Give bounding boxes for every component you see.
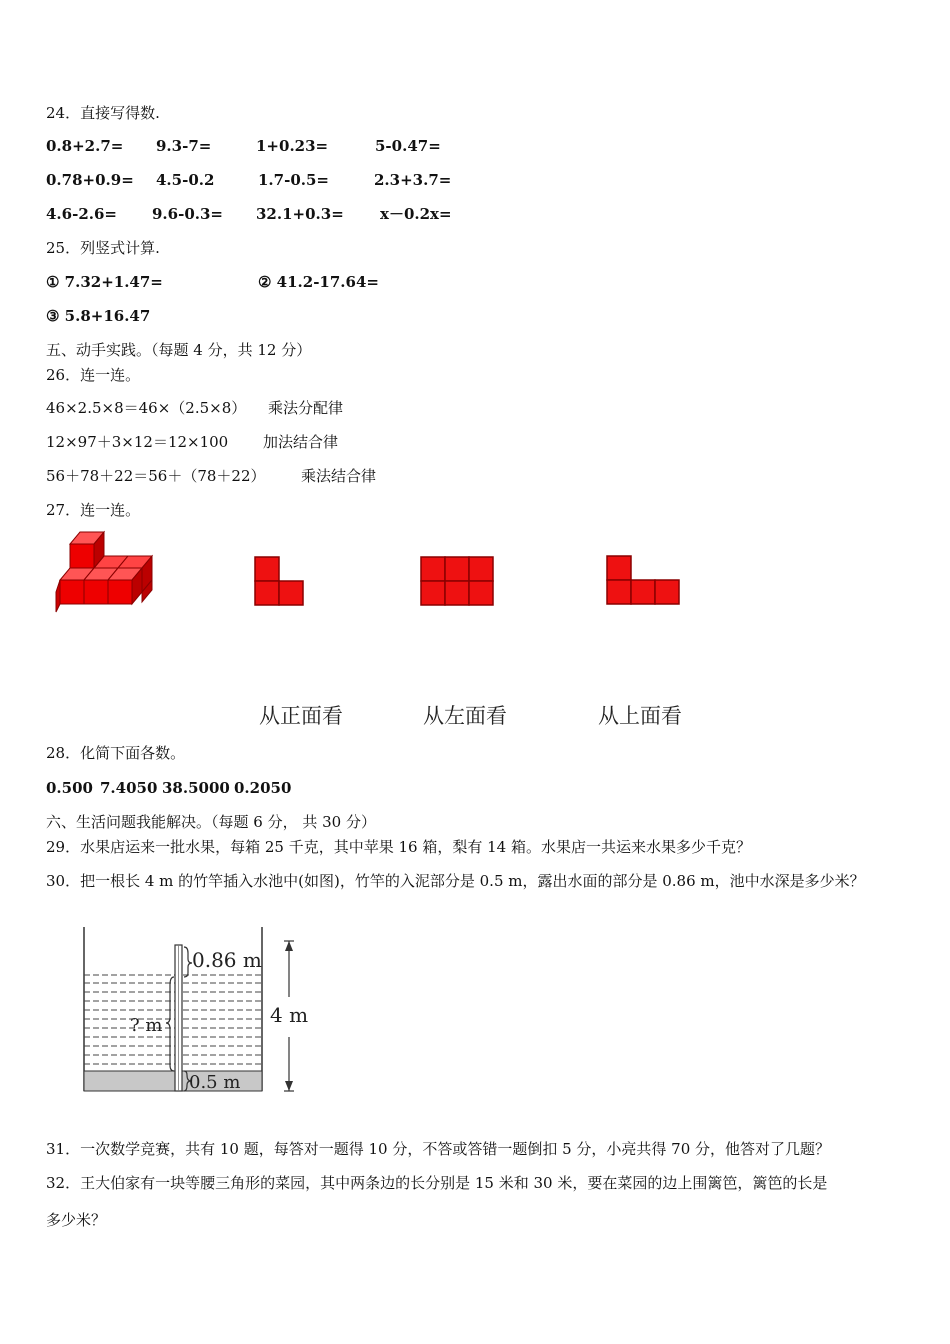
q24-r2c2: 4.5-0.2: [156, 171, 215, 189]
q30-text: 30．把一根长 4 m 的竹竿插入水池中(如图)，竹竿的入泥部分是 0.5 m，露出水面的部分是 0.86 m，池中水深是多少米？: [46, 872, 865, 890]
pond-label-total: 4 m: [270, 1003, 309, 1027]
q26-right-3: 乘法结合律: [301, 467, 377, 485]
section6-heading: 六、生活问题我能解决。（每题 6 分， 共 30 分）: [46, 813, 376, 831]
view-label-front: 从正面看: [259, 704, 343, 728]
view-label-top: 从上面看: [598, 704, 682, 728]
view-figure-1: [255, 557, 303, 605]
q24-r2c1: 0.78+0.9=: [46, 171, 134, 189]
pond-diagram: [74, 925, 324, 1100]
q26-left-2: 12×97＋3×12＝12×100: [46, 433, 229, 451]
q31-text: 31．一次数学竞赛，共有 10 题，每答对一题得 10 分，不答或答错一题倒扣 5 分，小亮共得 70 分，他答对了几题？: [46, 1140, 831, 1158]
q24-r1c1: 0.8+2.7=: [46, 137, 124, 155]
q24-r3c3: 32.1+0.3=: [256, 205, 344, 223]
q25-title: 25．列竖式计算.: [46, 239, 160, 257]
q29-text: 29．水果店运来一批水果，每箱 25 千克，其中苹果 16 箱，梨有 14 箱。水果店一共运来水果多少千克？: [46, 838, 751, 856]
q26-right-1: 乘法分配律: [268, 399, 344, 417]
q26-right-2: 加法结合律: [263, 433, 339, 451]
q24-r3c4: x－0.2x=: [380, 205, 452, 223]
pond-label-middle: ? m: [130, 1015, 163, 1036]
q28-number-4: 0.2050: [234, 779, 292, 797]
view-label-left: 从左面看: [423, 704, 507, 728]
q24-title: 24．直接写得数.: [46, 104, 160, 122]
q25-item-1: ① 7.32+1.47=: [46, 273, 163, 291]
q28-title: 28．化简下面各数。: [46, 744, 186, 762]
q24-r2c3: 1.7-0.5=: [258, 171, 329, 189]
section5-heading: 五、动手实践。（每题 4 分，共 12 分）: [46, 341, 312, 359]
q26-left-1: 46×2.5×8＝46×（2.5×8）: [46, 399, 247, 417]
view-figure-3: [607, 556, 679, 604]
pond-label-top: 0.86 m: [192, 948, 262, 972]
q24-r1c3: 1+0.23=: [256, 137, 329, 155]
q24-r1c2: 9.3-7=: [156, 137, 212, 155]
q32-text-line1: 32．王大伯家有一块等腰三角形的菜园，其中两条边的长分别是 15 米和 30 米，要在菜园的边上围篱笆，篱笆的长是: [46, 1174, 828, 1192]
q26-left-3: 56＋78＋22＝56＋（78＋22）: [46, 467, 266, 485]
q28-number-1: 0.500: [46, 779, 93, 797]
q28-number-3: 38.5000: [162, 779, 230, 797]
q27-title: 27．连一连。: [46, 501, 141, 519]
q26-title: 26．连一连。: [46, 366, 141, 384]
q24-r3c1: 4.6-2.6=: [46, 205, 117, 223]
q25-item-3: ③ 5.8+16.47: [46, 307, 151, 325]
cube-stack-figure: [56, 532, 152, 612]
view-figure-2: [421, 557, 493, 605]
pond-label-bottom: 0.5 m: [189, 1072, 241, 1093]
q28-number-2: 7.4050: [100, 779, 158, 797]
q24-r2c4: 2.3+3.7=: [374, 171, 452, 189]
q24-r3c2: 9.6-0.3=: [152, 205, 223, 223]
q32-text-line2: 多少米？: [46, 1211, 107, 1229]
q25-item-2: ② 41.2-17.64=: [258, 273, 379, 291]
q24-r1c4: 5-0.47=: [375, 137, 441, 155]
